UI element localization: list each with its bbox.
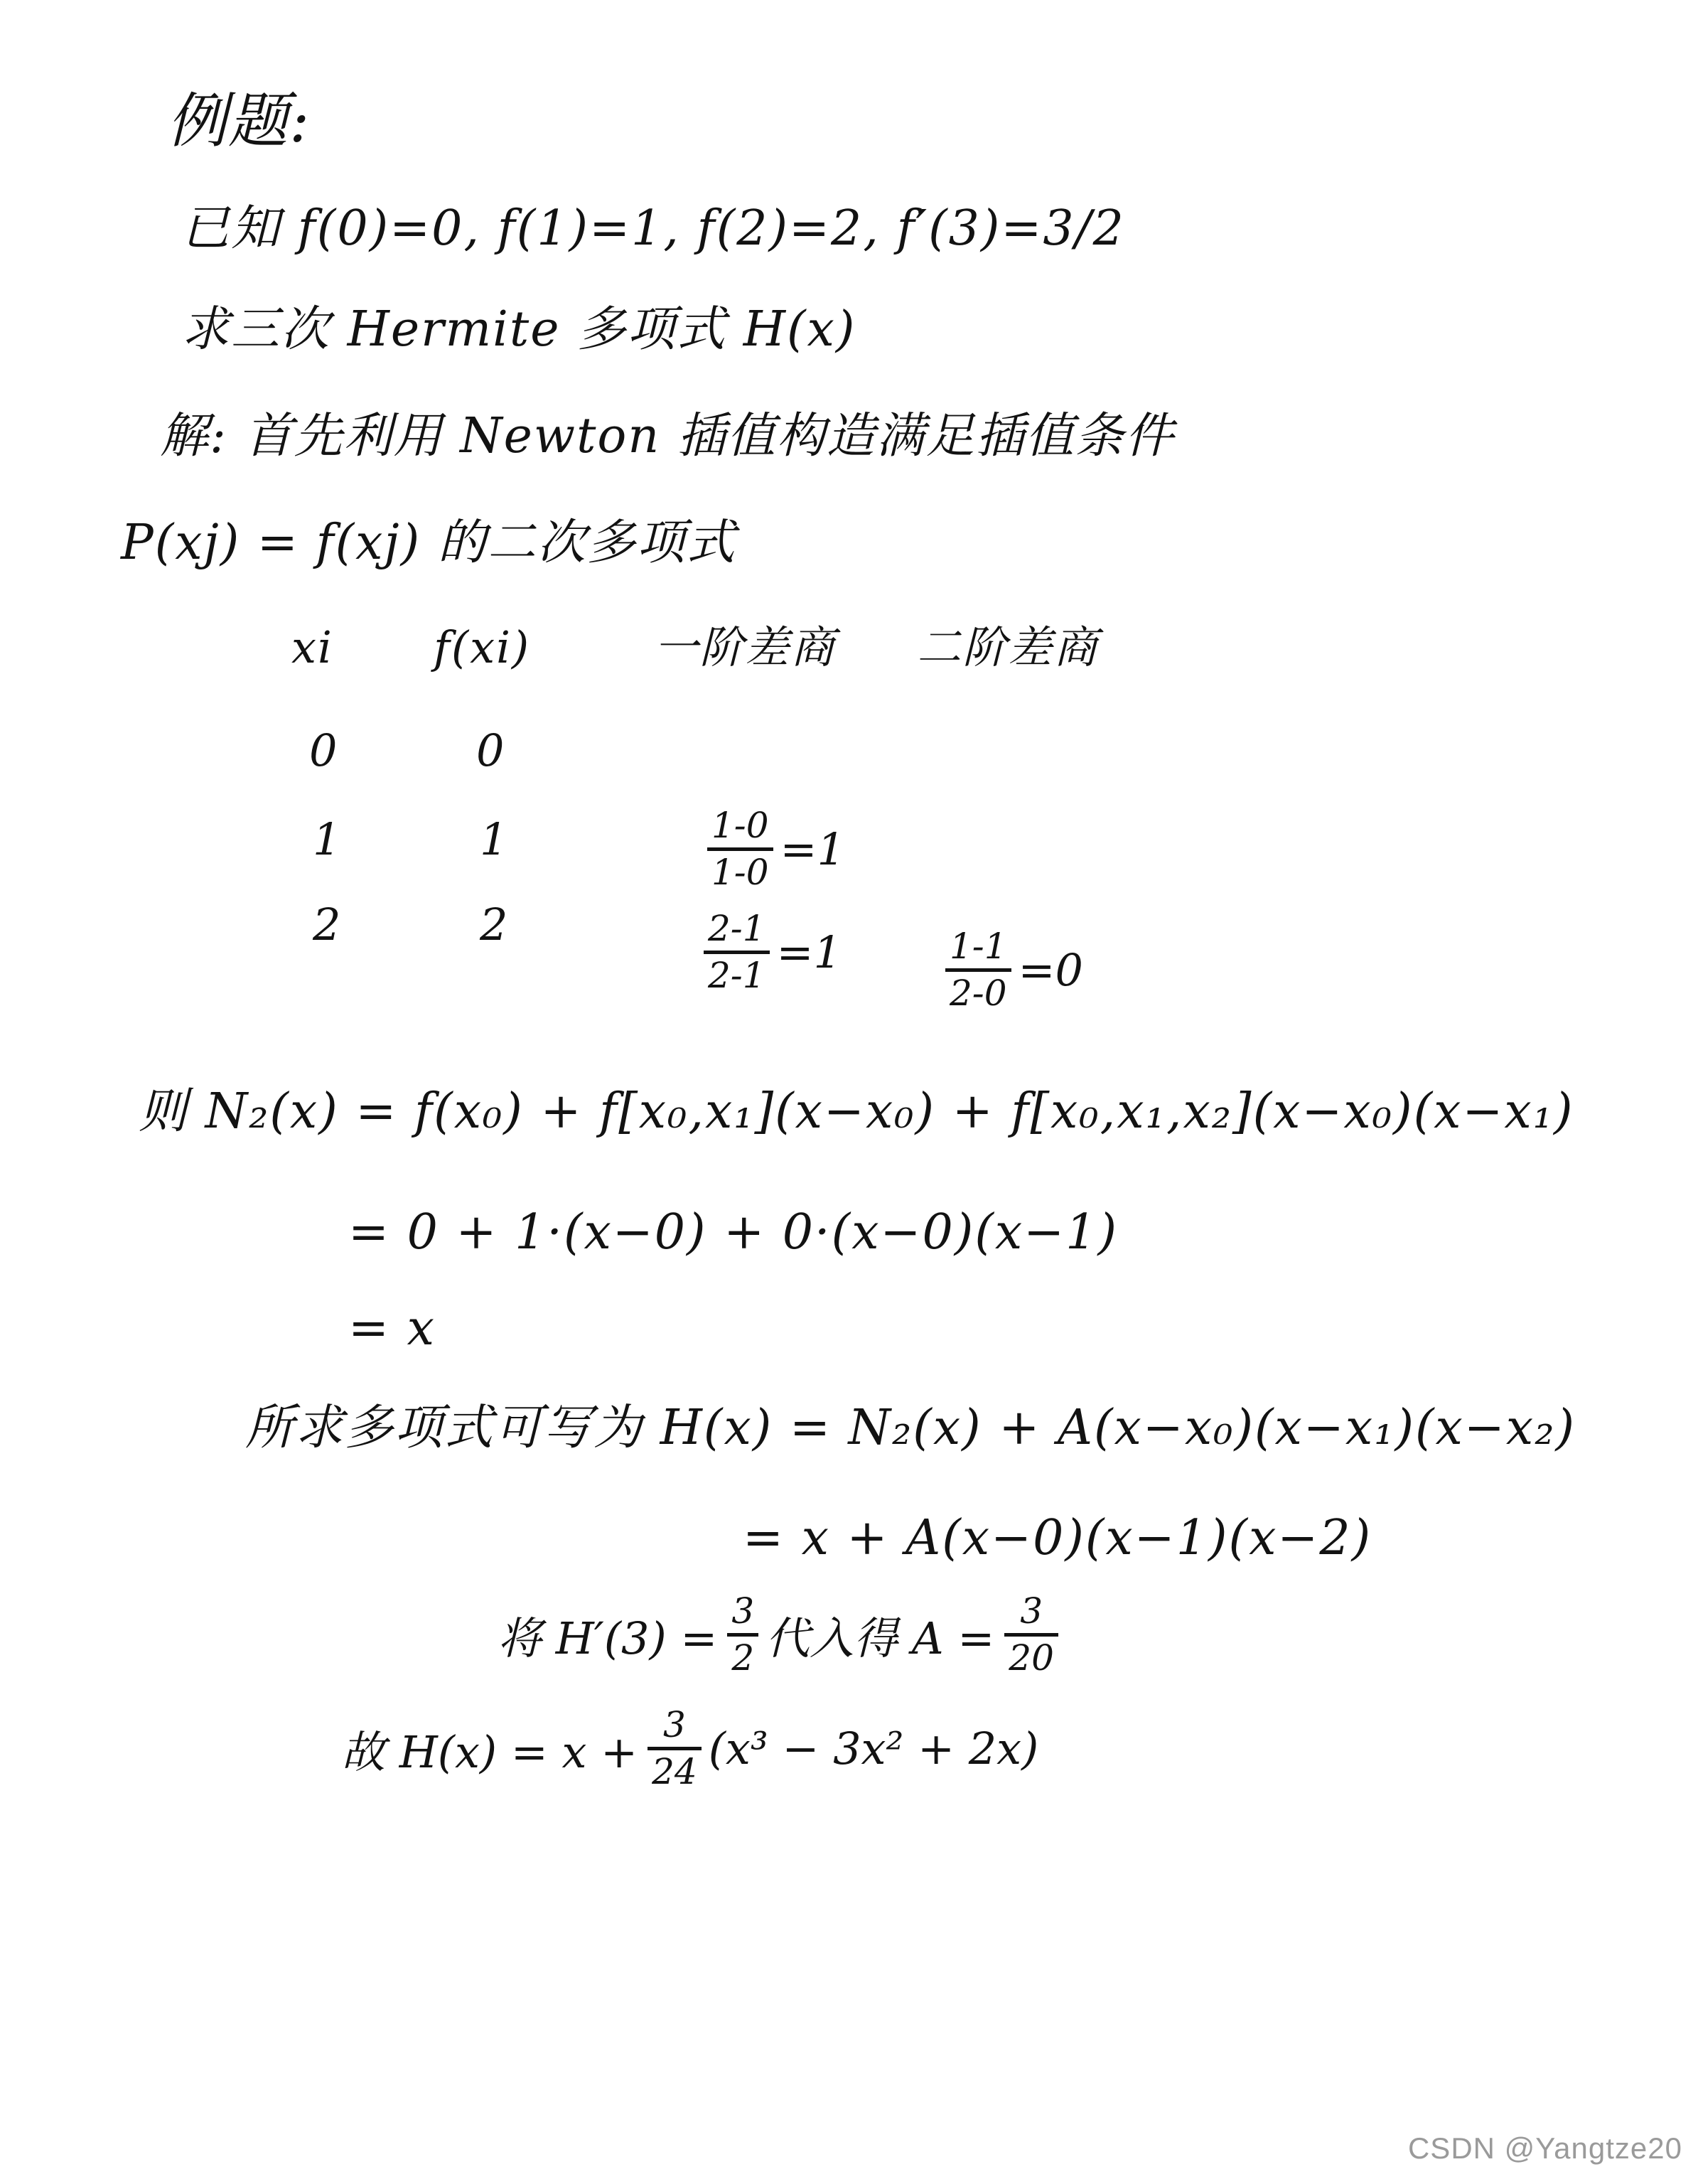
first-diff-2-numerator: 2-1: [708, 908, 765, 949]
first-diff-2-result: =1: [776, 926, 842, 978]
final-frac-numerator: 3: [663, 1704, 686, 1745]
table-row-x: 1: [313, 813, 343, 865]
first-diff-1-result: =1: [780, 823, 845, 875]
table-row-f: 1: [480, 813, 510, 865]
solution-intro-line1: 解: 首先利用 Newton 插值构造满足插值条件: [160, 408, 1175, 464]
first-diff-1: [707, 807, 845, 891]
final-frac-denominator: 24: [648, 1747, 702, 1791]
first-diff-1-numerator: 1-0: [711, 805, 769, 846]
second-diff: [945, 928, 1083, 1012]
hermite-form-line1: 所求多项式可写为 H(x) = N₂(x) + A(x−x₀)(x−x₁)(x−x₂): [245, 1400, 1576, 1456]
substitution-frac-denominator: 2: [727, 1633, 758, 1677]
substitution-prefix: 将 H′(3) =: [498, 1612, 718, 1664]
hermite-form-line2: = x + A(x−0)(x−1)(x−2): [743, 1510, 1372, 1566]
solution-intro-line2: P(xj) = f(xj) 的二次多项式: [121, 515, 736, 571]
newton-poly-line1: 则 N₂(x) = f(x₀) + f[x₀,x₁](x−x₀) + f[x₀,x₁,x₂](x−x₀)(x−x₁): [139, 1083, 1574, 1140]
table-row-f: 0: [476, 724, 506, 776]
substitution-line: [498, 1590, 1058, 1679]
first-diff-1-denominator: 1-0: [707, 847, 773, 892]
table-header-first-diff: 一阶差商: [654, 621, 837, 673]
coefficient-a-numerator: 3: [1020, 1590, 1043, 1632]
problem-ask: 求三次 Hermite 多项式 H(x): [181, 301, 856, 358]
final-suffix: (x³ − 3x² + 2x): [708, 1722, 1039, 1774]
table-header-fxi: f(xi): [434, 621, 531, 673]
second-diff-result: =0: [1018, 943, 1083, 996]
example-title: 例题:: [167, 86, 311, 156]
table-row-x: 0: [309, 724, 339, 776]
second-diff-denominator: 2-0: [945, 968, 1011, 1012]
final-answer: [341, 1706, 1038, 1790]
coefficient-a-denominator: 20: [1004, 1633, 1058, 1677]
newton-poly-line3: = x: [348, 1300, 436, 1356]
table-row-f: 2: [480, 899, 510, 951]
newton-poly-line2: = 0 + 1·(x−0) + 0·(x−0)(x−1): [348, 1204, 1118, 1260]
second-diff-numerator: 1-1: [950, 926, 1007, 967]
table-row-x: 2: [313, 899, 343, 951]
first-diff-2: [704, 910, 842, 994]
final-prefix: 故 H(x) = x +: [341, 1725, 638, 1778]
csdn-watermark: CSDN @Yangtze20: [1407, 2131, 1682, 2165]
given-conditions: 已知 f(0)=0, f(1)=1, f(2)=2, f′(3)=3/2: [181, 200, 1125, 257]
substitution-mid: 代入得 A =: [765, 1612, 995, 1664]
substitution-frac-numerator: 3: [731, 1590, 755, 1632]
table-header-xi: xi: [291, 621, 333, 673]
first-diff-2-denominator: 2-1: [704, 951, 770, 995]
table-header-second-diff: 二阶差商: [917, 621, 1100, 673]
